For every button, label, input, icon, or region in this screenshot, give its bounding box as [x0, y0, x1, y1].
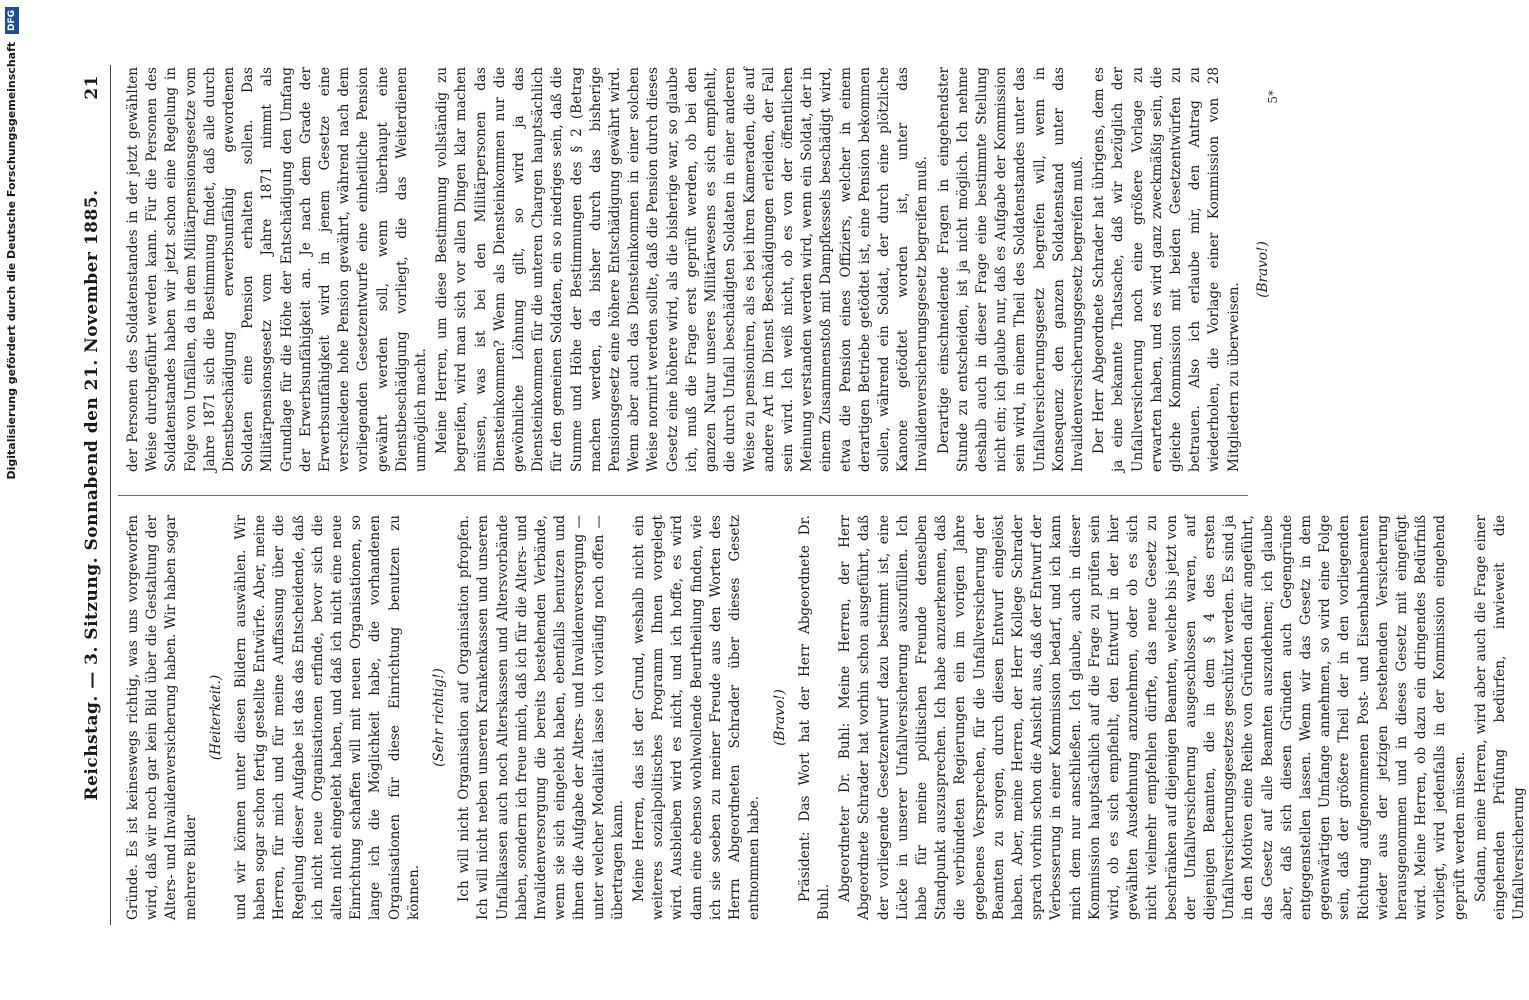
page-number: 21 — [82, 75, 102, 100]
paragraph: Meine Herren, um diese Bestimmung vollständig zu begreifen, wird man sich vor allen Dingen klar machen müssen, was ist bei den Militärpersonen das Diensteinkommen? Wenn als Diensteinkommen nur die gewöhnliche Löhnung gilt, so wird ja das Diensteinkommen für die unteren Chargen hauptsächlich für den gemeinen Soldaten, ein so niedriges sein, daß die Summe und Höhe der Bestimmungen des § 2 (Betrag machen werden, da bisher durch das bisherige Pensionsgesetz eine höhere Entschädigung gewährt wird. Wenn aber auch das Diensteinkommen in einer solchen Weise normirt werden sollte, daß die Pension durch dieses Gesetz eine höhere wird, als die bisherige war, so glaube ich, muß die Frage erst geprüft werden, ob bei den ganzen Natur unseres Militärwesens es sich empfiehlt, die durch Unfall beschädigten Soldaten in einer anderen Weise zu pensioniren, als es bei ihren Kameraden, die auf andere Art im Dienst Beschädigungen erleiden, der Fall sein wird. Ich weiß nicht, ob es von der öffentlichen Meinung verstanden werden wird, wenn ein Soldat, der in einem Zusammenstoß mit Dampfkessels beschädigt wird, etwa die Pension eines Offiziers, welcher in einem derartigen Betriebe getödtet ist, eine Pension bekommen sollen, während ein Soldat, der durch eine plötzliche Kanone getödtet worden ist, unter das Invalidenversicherungsgesetz begreifen muß. — [434, 67, 931, 472]
funding-text: Digitalisierung gefördert durch die Deutsche Forschungsgemeinschaft — [5, 41, 18, 480]
stage-direction: (Heiterkeit.) — [207, 674, 224, 761]
paragraph: Ich will nicht Organisation auf Organisation pfropfen. Ich will nicht neben unseren Krankenkassen und unseren Unfallkassen auch noch Alterskassen und Altersvorbände haben, sondern ich freue mich, daß ich für die Alters- und Invalidenversorgung die bereits bestehenden Verbände, wenn sie sich eingelebt haben, ebenfalls benutzen und ihnen die Aufgabe der Alters- und Invalidenversorgung — unter welcher Modalität lasse ich vorläufig noch offen — übertragen kann. — [456, 515, 626, 920]
funding-notice — [1, 7, 23, 987]
paragraph: Derartige einschneidende Fragen in eingehendster Stunde zu entscheiden, ist ja nicht möglich. Ich nehme deshalb auch in dieser Frage eine bestimmte Stellung nicht ein; ich glaube nur, daß es Aufgabe der Kommission sein wird, in einem Theil des Soldatenstandes unter das Unfallversicherungsgesetz begreifen will, wenn in Konsequenz den ganzen Soldatenstand unter das Invalidenversicherungsgesetz begreifen muß. — [935, 67, 1086, 472]
dfg-logo: DFG — [5, 7, 19, 34]
signature-mark: 5* — [1266, 90, 1280, 104]
paragraph: der Personen des Soldatenstandes in der jetzt gewählten Weise durchgeführt werden kann. Für die Personen des Soldatenstandes haben wir jetzt schon eine Regelung in Folge von Unfällen, da in dem Militärpensionsgesetze vom Jahre 1871 sich die Bestimmung findet, daß alle durch Dienstbeschädigung erwerbsunfähig gewordenen Soldaten eine Pension erhalten sollen. Das Militärpensionsgesetz vom Jahre 1871 nimmt als Grundlage für die Höhe der Entschädigung den Umfang der Erwerbsunfähigkeit an. Je nach dem Grade der Erwerbsunfähigkeit wird in jenem Gesetze eine verschiedene hohe Pension gewährt, während nach dem vorliegenden Gesetzentwurfe eine einheitliche Pension gewährt werden soll, wenn überhaupt eine Dienstbeschädigung vorliegt, die das Weiterdienen unmöglich macht. — [125, 67, 430, 472]
column-divider — [118, 495, 1248, 496]
president-remark: Präsident: Das Wort hat der Herr Abgeordnete Dr. Buhl. — [796, 515, 832, 920]
paragraph: Sodann, meine Herren, wird aber auch die Frage einer eingehenden Prüfung bedürfen, inwieweit die Unfallversicherung — [1472, 515, 1528, 920]
running-header — [78, 65, 108, 925]
funding-sidebar — [0, 0, 22, 1000]
right-column — [124, 67, 1271, 472]
paragraph: und wir können unter diesen Bildern auswählen. Wir haben sogar schon fertig gestellte Entwürfe. Aber, meine Herren, für mich und für meine Auffassung über die Regelung dieser Aufgabe ist das das Entscheidende, daß ich nicht neue Organisationen erfinde, bevor sich die alten nicht eingelebt haben, und daß ich nicht eine neue Einrichtung schaffen will mit neuen Organisationen, so lange ich die Möglichkeit habe, die vorhandenen Organisationen für diese Einrichtung benutzen zu können. — [233, 515, 422, 920]
running-title: Reichstag. — 3. Sitzung. Sonnabend den 21. November 1885. — [82, 189, 102, 801]
stage-direction: (Bravo!) — [771, 689, 788, 746]
speech-paragraph: Abgeordneter Dr. Buhl: Meine Herren, der Herr Abgeordnete Schrader hat vorhin schon ausgeführt, daß der vorliegende Gesetzentwurf dazu bestimmt ist, eine Lücke in unserer Unfallversicherung auszufüllen. Ich habe für meine politischen Freunde denselben Standpunkt auszusprechen. Ich habe anzuerkennen, daß die verbündeten Regierungen ein im vorigen Jahre gegebenes Versprechen, für die Unfallversicherung der Beamten zu sorgen, durch diesen Entwurf eingelöst haben. Aber, meine Herren, der Herr Kollege Schrader sprach vorhin schon die Ansicht aus, daß der Entwurf der Verbesserung in einer Kommission bedarf, und ich kann mich dem nur anschließen. Ich glaube, auch in dieser Kommission hauptsächlich auf die Frage zu prüfen sein wird, ob es sich empfiehlt, den Entwurf in der hier gewählten Ausdehnung anzunehmen, oder ob es sich nicht vielmehr empfehlen dürfte, das neue Gesetz zu beschränken auf diejenigen Beamten, welche bis jetzt von der Unfallversicherung ausgeschlossen waren, auf diejenigen Beamten, die in dem § 4 des ersten Unfallversicherungsgesetzes geschützt werden. Es sind ja in den Motiven eine Reihe von Gründen dafür angeführt, das Gesetz auf alle Beamten auszudehnen; ich glaube aber, daß sich diesen Gründen auch Gegengründe entgegenstellen lassen. Wenn wir das Gesetz in dem gegenwärtigen Umfange annehmen, so wird eine Folge sein, daß der größere Theil der in den vorliegenden Richtung aufgenommenen Post- und Eisenbahnbeamten wieder aus der jetzigen bestehenden Versicherung herausgenommen und in dieses Gesetz mit eingefügt wird. Meine Herren, ob dazu ein dringendes Bedürfniß vorliegt, wird jedenfalls in der Kommission eingehend geprüft werden müssen. — [837, 515, 1468, 920]
paragraph: Gründe. Es ist keineswegs richtig, was uns vorgeworfen wird, daß wir noch gar kein Bild über die Gestaltung der Alters- und Invalidenversicherung haben. Wir haben sogar mehrere Bilder — [125, 515, 199, 920]
left-column — [124, 515, 1528, 920]
rotated-document-page — [50, 30, 1528, 960]
stage-direction: (Bravo!) — [1254, 241, 1271, 298]
stage-direction: (Sehr richtig!) — [431, 668, 448, 767]
header-rule — [110, 65, 111, 925]
paragraph: Meine Herren, das ist der Grund, weshalb nicht ein weiteres sozialpolitisches Programm Ihnen vorgelegt wird. Ausbleiben wird es nicht, und ich hoffe, es wird dann eine ebenso wohlwollende Beurtheilung finden, wie ich sie soeben zu meiner Freude aus den Worten des Herrn Abgeordneten Schrader über dieses Gesetz entnommen habe. — [631, 515, 763, 920]
paragraph: Der Herr Abgeordnete Schrader hat übrigens, dem es ja eine bekannte Thatsache, daß wir bezüglich der Unfallversicherung noch eine größere Vorlage zu erwarten haben, und es wird ganz zweckmäßig sein, die gleiche Kommission mit beiden Gesetzentwürfen zu betrauen. Also ich erlaube mir, den Antrag zu wiederholen, die Vorlage einer Kommission von 28 Mitgliedern zu überweisen. — [1091, 67, 1242, 472]
